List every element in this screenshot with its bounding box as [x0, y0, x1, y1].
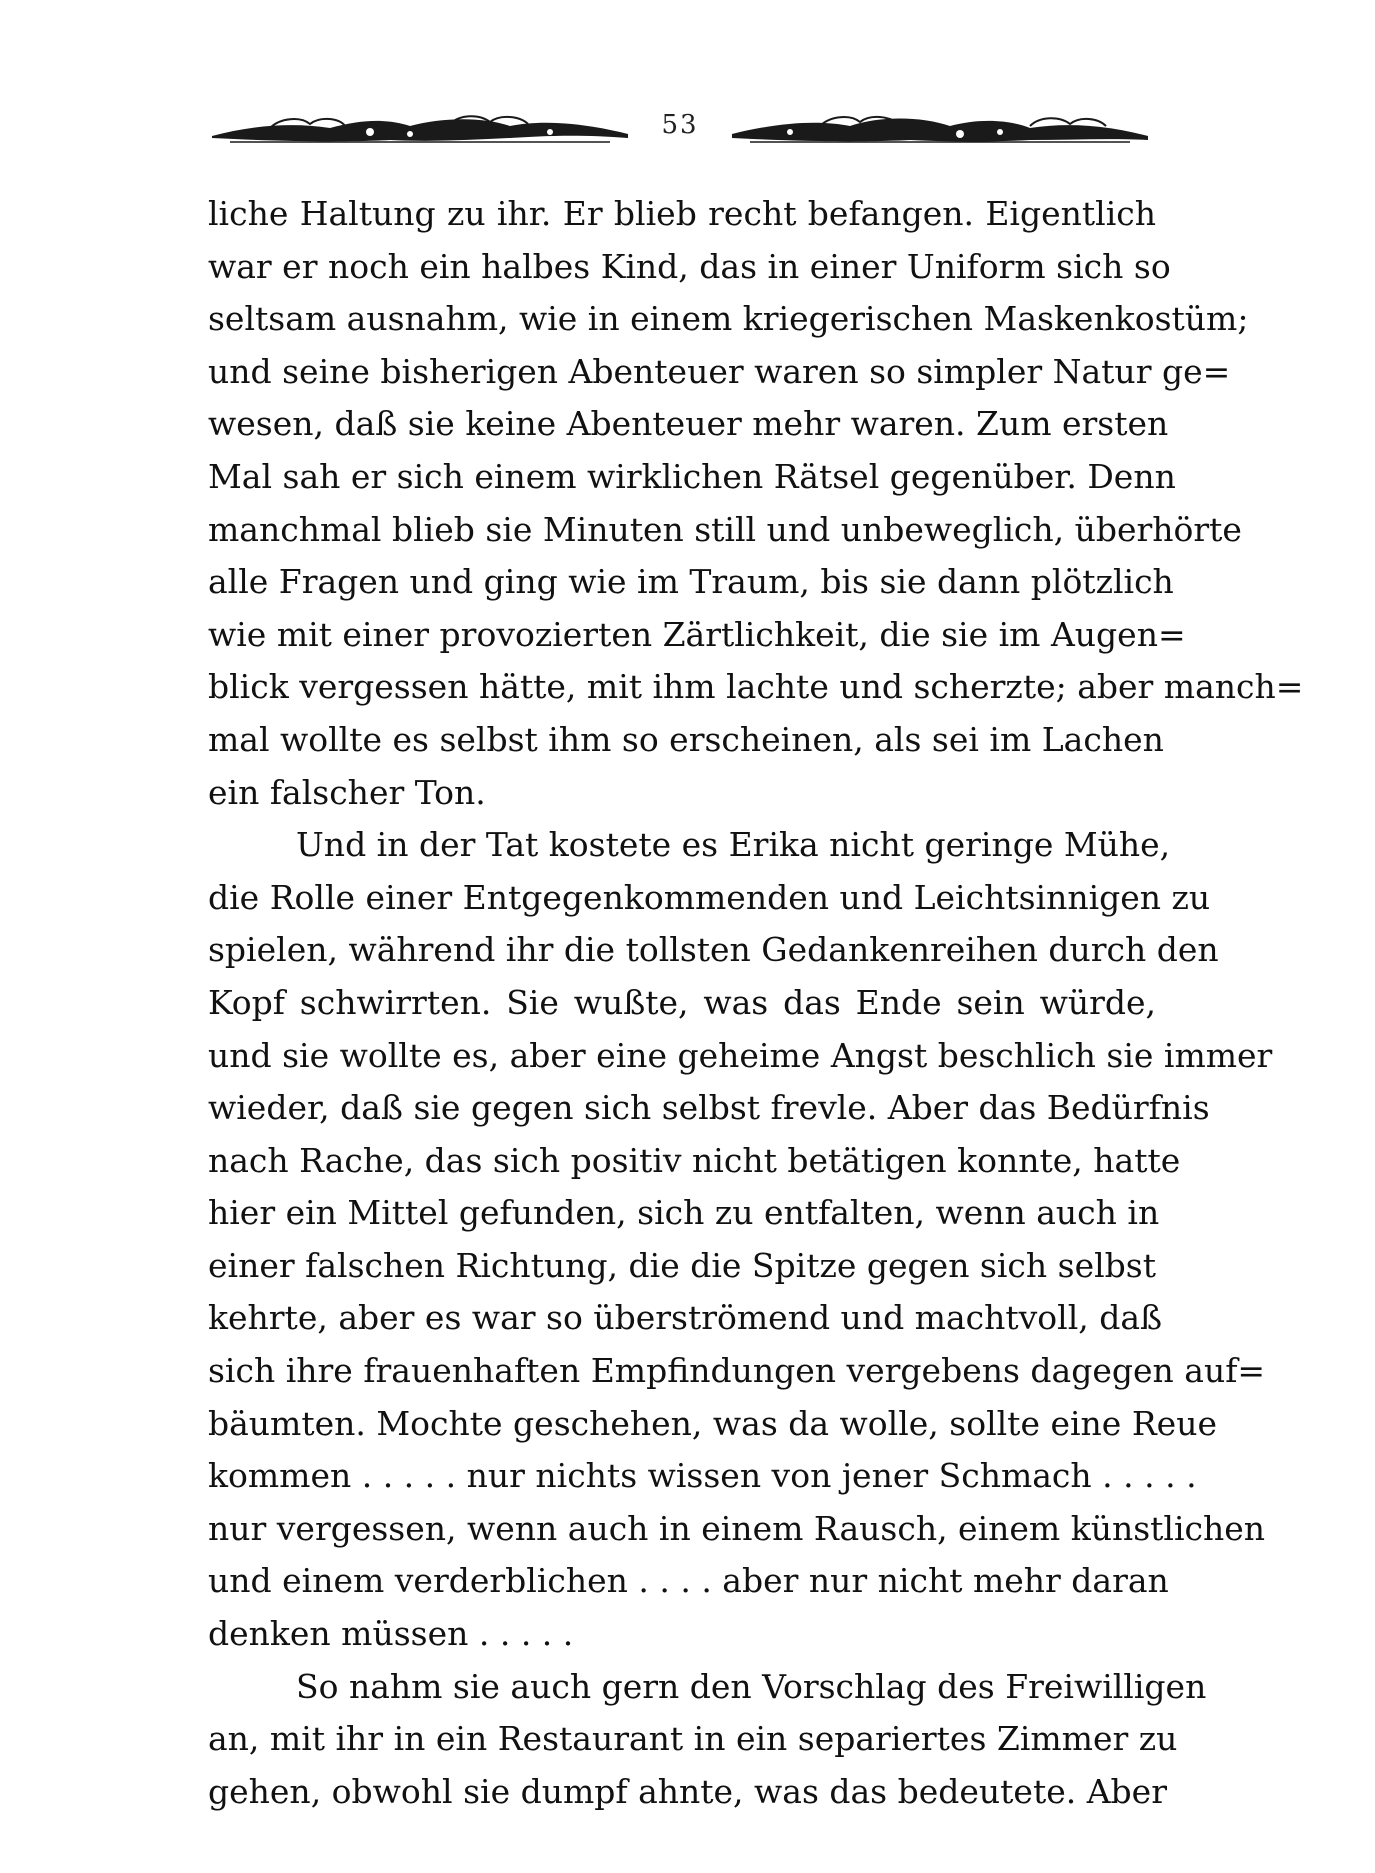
text-line: wesen, daß sie keine Abenteuer mehr waren. Zum ersten — [208, 404, 1169, 444]
text-line: Kopf schwirrten. Sie wußte, was das Ende sein würde, — [208, 982, 1156, 1022]
right-header-ornament-icon — [730, 112, 1150, 150]
text-line: die Rolle einer Entgegenkommenden und Leichtsinnigen zu — [208, 877, 1211, 917]
text-line: hier ein Mittel gefunden, sich zu entfalten, wenn auch in — [208, 1193, 1160, 1233]
text-line: nach Rache, das sich positiv nicht betätigen konnte, hatte — [208, 1140, 1181, 1180]
text-line: gehen, obwohl sie dumpf ahnte, was das bedeutete. Aber — [208, 1771, 1167, 1811]
page-header — [210, 100, 1150, 160]
text-line: Und in der Tat kostete es Erika nicht geringe Mühe, — [296, 825, 1171, 865]
text-line: kehrte, aber es war so überströmend und machtvoll, daß — [208, 1298, 1163, 1338]
text-line: war er noch ein halbes Kind, das in einer Uniform sich so — [208, 246, 1171, 286]
text-line: und seine bisherigen Abenteuer waren so simpler Natur ge= — [208, 351, 1231, 391]
text-line: kommen . . . . . nur nichts wissen von jener Schmach . . . . . — [208, 1456, 1197, 1496]
text-line: liche Haltung zu ihr. Er blieb recht befangen. Eigentlich — [208, 194, 1156, 233]
text-line: wieder, daß sie gegen sich selbst frevle. Aber das Bedürfnis — [208, 1088, 1210, 1128]
text-line: und sie wollte es, aber eine geheime Angst beschlich sie immer — [208, 1035, 1273, 1075]
text-line: wie mit einer provozierten Zärtlichkeit, die sie im Augen= — [208, 614, 1186, 654]
text-line: Mal sah er sich einem wirklichen Rätsel gegenüber. Denn — [208, 456, 1176, 496]
text-line: sich ihre frauenhaften Empfindungen vergebens dagegen auf= — [208, 1351, 1266, 1391]
text-line: an, mit ihr in ein Restaurant in ein separiertes Zimmer zu — [208, 1719, 1178, 1759]
text-line: manchmal blieb sie Minuten still und unbeweglich, überhörte — [208, 509, 1242, 549]
text-line: seltsam ausnahm, wie in einem kriegerischen Maskenkostüm; — [208, 299, 1249, 339]
body-text — [208, 188, 1304, 1818]
text-line: einer falschen Richtung, die die Spitze gegen sich selbst — [208, 1245, 1156, 1285]
text-line: spielen, während ihr die tollsten Gedankenreihen durch den — [208, 930, 1219, 970]
text-line: mal wollte es selbst ihm so erscheinen, als sei im Lachen — [208, 719, 1164, 759]
text-line: alle Fragen und ging wie im Traum, bis sie dann plötzlich — [208, 562, 1174, 602]
text-line: und einem verderblichen . . . . aber nur nicht mehr daran — [208, 1561, 1169, 1601]
text-line: nur vergessen, wenn auch in einem Rausch, einem künstlichen — [208, 1508, 1266, 1548]
text-line: bäumten. Mochte geschehen, was da wolle, sollte eine Reue — [208, 1403, 1217, 1443]
text-line: So nahm sie auch gern den Vorschlag des Freiwilligen — [296, 1666, 1207, 1706]
text-line: denken müssen . . . . . — [208, 1614, 574, 1654]
page-number: 53 — [661, 110, 699, 140]
text-line: ein falscher Ton. — [208, 772, 486, 812]
left-header-ornament-icon — [210, 112, 630, 150]
text-line: blick vergessen hätte, mit ihm lachte und scherzte; aber manch= — [208, 667, 1304, 707]
